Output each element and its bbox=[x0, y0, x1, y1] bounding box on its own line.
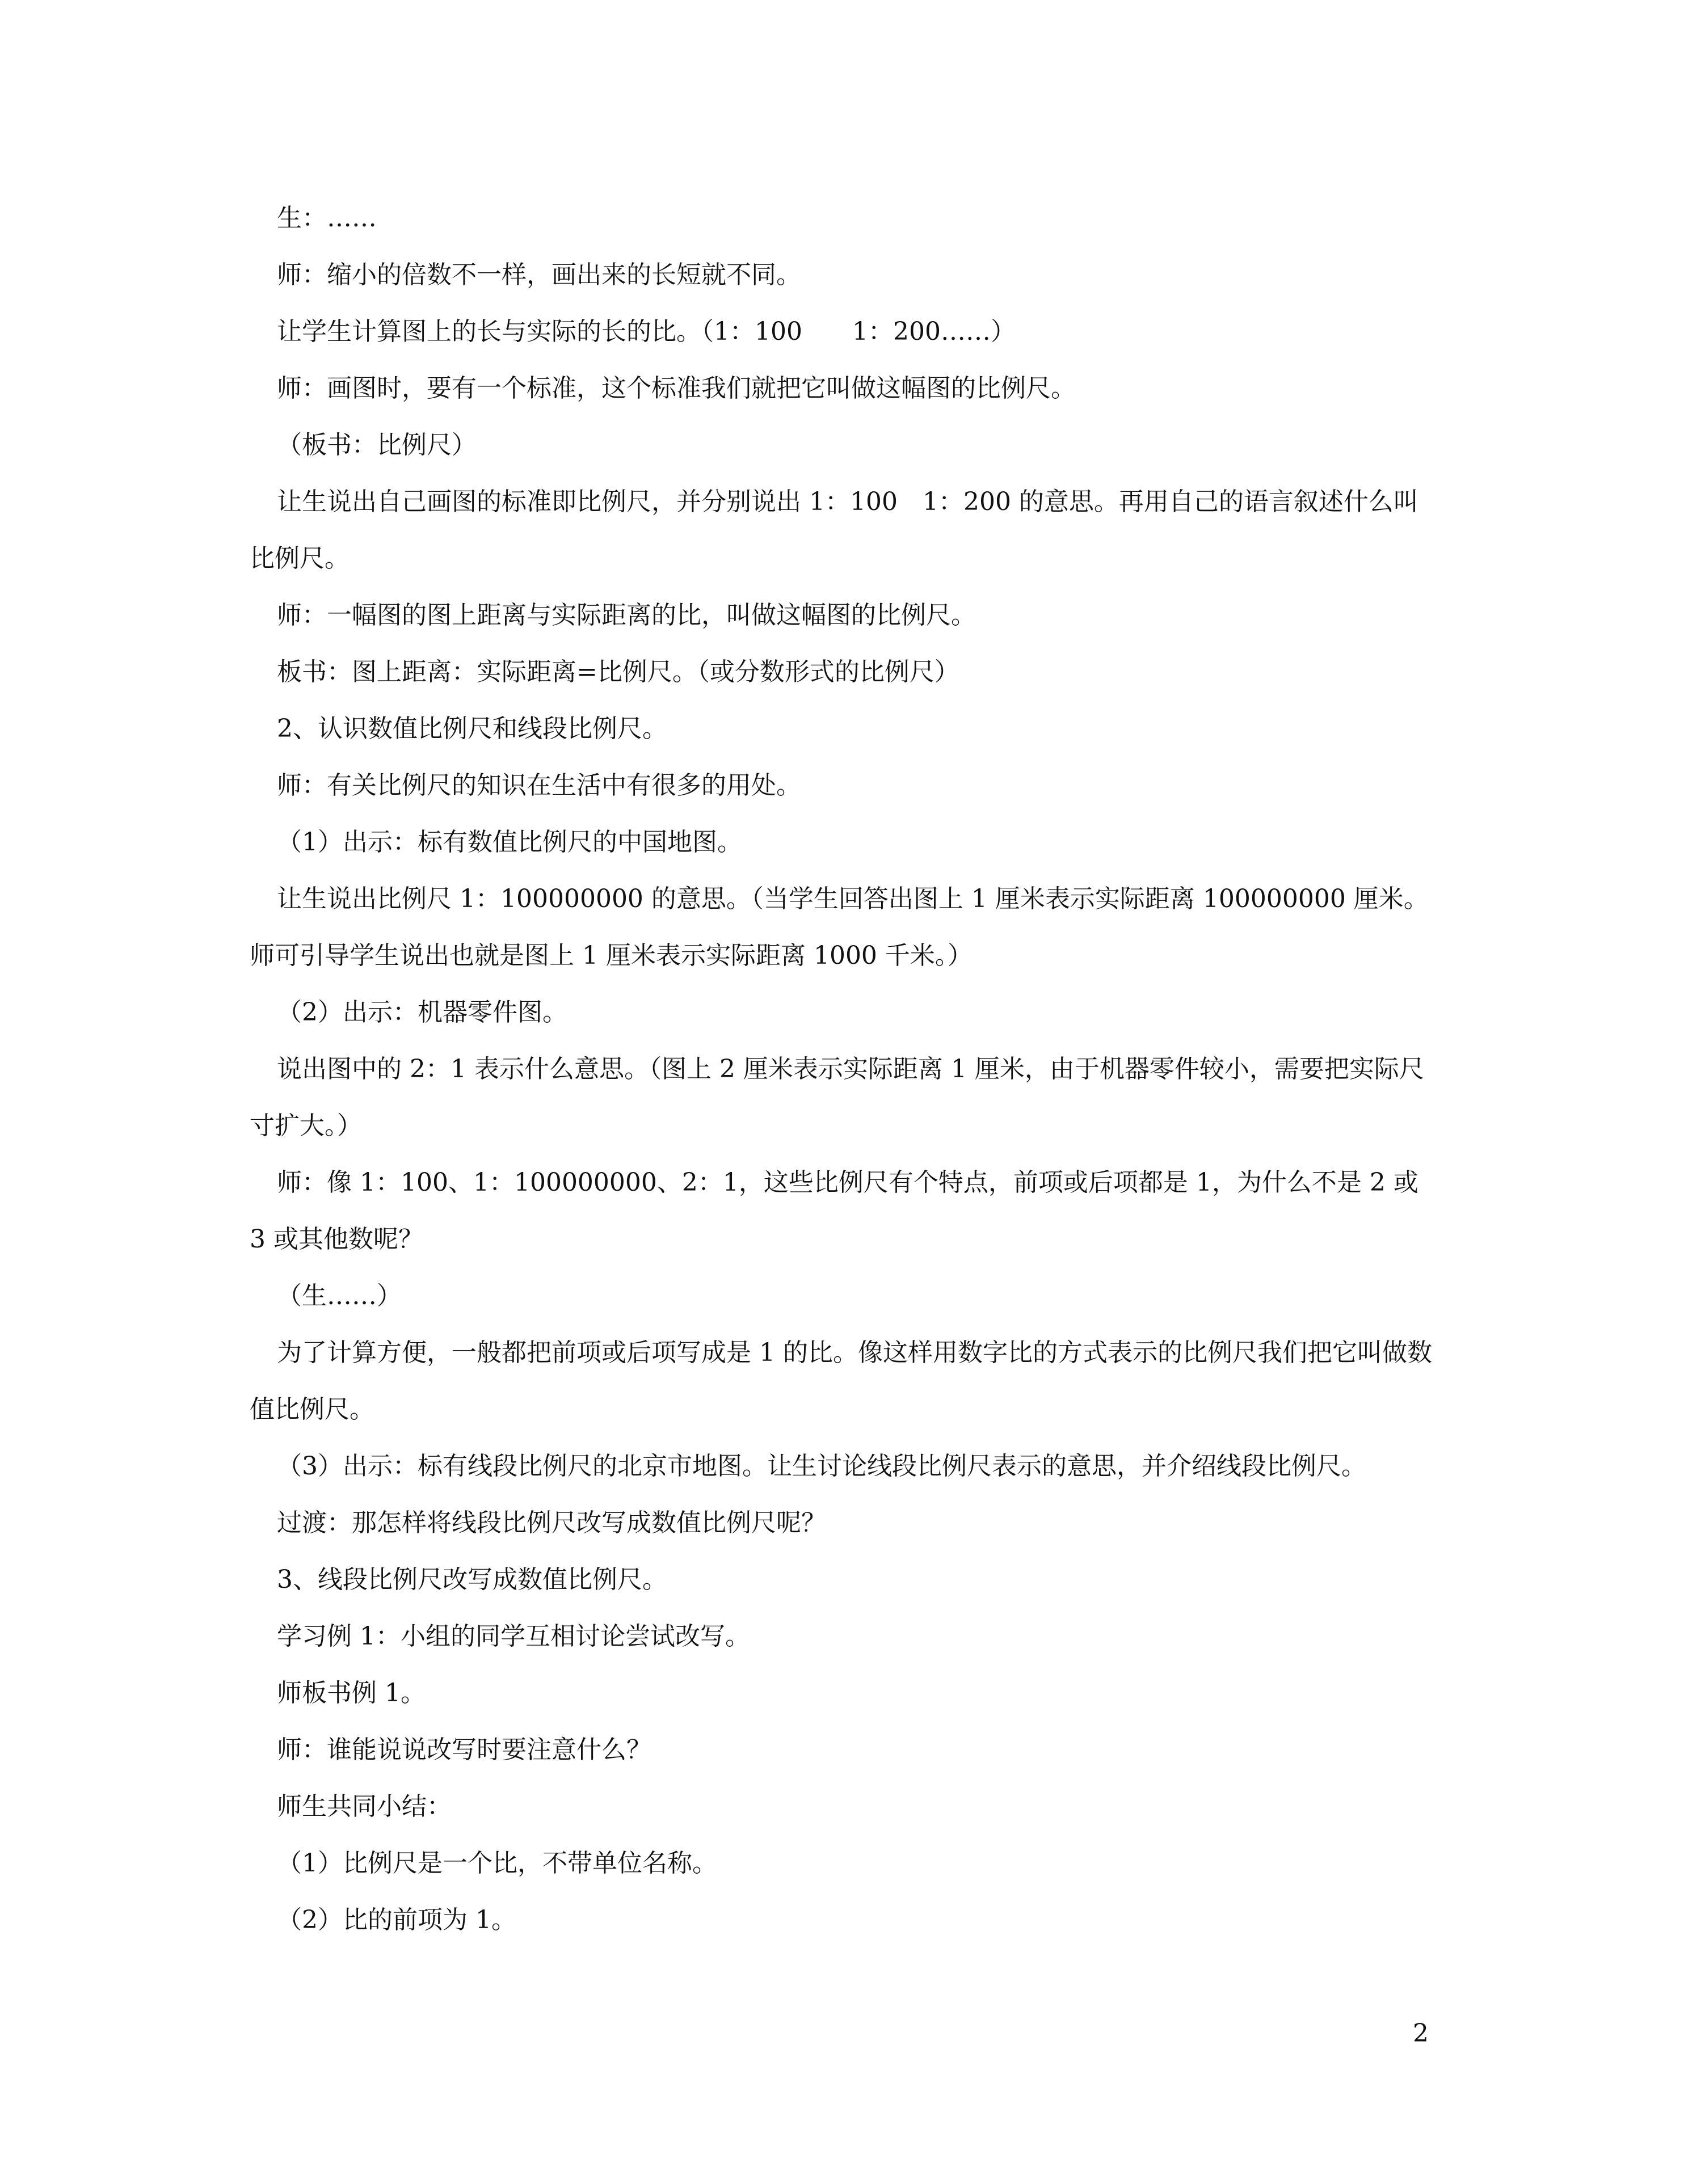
paragraph: 说出图中的 2：1 表示什么意思。（图上 2 厘米表示实际距离 1 厘米，由于机器零件较小，需要把实际尺寸扩大。） bbox=[250, 1055, 1424, 1140]
paragraph: （2）比的前项为 1。 bbox=[277, 1905, 516, 1934]
paragraph: 3、线段比例尺改写成数值比例尺。 bbox=[277, 1565, 667, 1594]
paragraph: 师板书例 1。 bbox=[277, 1679, 426, 1707]
paragraph: 过渡：那怎样将线段比例尺改写成数值比例尺呢？ bbox=[277, 1508, 826, 1537]
paragraph: 让生说出比例尺 1：100000000 的意思。（当学生回答出图上 1 厘米表示实际距离 100000000 厘米。师可引导学生说出也就是图上 1 厘米表示实际距离 1000 千米。） bbox=[250, 884, 1429, 970]
paragraph: （2）出示：机器零件图。 bbox=[277, 998, 567, 1027]
paragraph: 师：像 1：100、1：100000000、2：1，这些比例尺有个特点，前项或后项都是 1，为什么不是 2 或 3 或其他数呢？ bbox=[250, 1168, 1418, 1254]
paragraph: 2、认识数值比例尺和线段比例尺。 bbox=[277, 714, 667, 743]
paragraph: 学习例 1：小组的同学互相讨论尝试改写。 bbox=[277, 1622, 750, 1651]
paragraph: 让生说出自己画图的标准即比例尺，并分别说出 1：100 1：200 的意思。再用自己的语言叙述什么叫比例尺。 bbox=[250, 487, 1418, 573]
paragraph: 师：有关比例尺的知识在生活中有很多的用处。 bbox=[277, 771, 801, 800]
paragraph: （1）出示：标有数值比例尺的中国地图。 bbox=[277, 828, 742, 857]
paragraph: （板书：比例尺） bbox=[277, 431, 477, 459]
paragraph: 师：画图时，要有一个标准，这个标准我们就把它叫做这幅图的比例尺。 bbox=[277, 374, 1076, 403]
paragraph: （3）出示：标有线段比例尺的北京市地图。让生讨论线段比例尺表示的意思，并介绍线段比例尺。 bbox=[277, 1452, 1366, 1481]
document-body bbox=[250, 190, 1441, 1949]
paragraph: 师：谁能说说改写时要注意什么？ bbox=[277, 1735, 651, 1764]
paragraph: 师生共同小结： bbox=[277, 1792, 452, 1821]
paragraph: 师：缩小的倍数不一样，画出来的长短就不同。 bbox=[277, 260, 801, 289]
paragraph: （1）比例尺是一个比，不带单位名称。 bbox=[277, 1849, 717, 1878]
paragraph: （生……） bbox=[277, 1281, 402, 1310]
paragraph: 板书：图上距离：实际距离=比例尺。（或分数形式的比例尺） bbox=[277, 657, 959, 686]
paragraph: 让学生计算图上的长与实际的长的比。（1：100 1：200……） bbox=[277, 317, 1016, 346]
page-number: 2 bbox=[1413, 2019, 1429, 2048]
paragraph: 为了计算方便，一般都把前项或后项写成是 1 的比。像这样用数字比的方式表示的比例尺我们把它叫做数值比例尺。 bbox=[250, 1338, 1432, 1424]
paragraph: 生：…… bbox=[277, 204, 377, 233]
paragraph: 师：一幅图的图上距离与实际距离的比，叫做这幅图的比例尺。 bbox=[277, 601, 976, 630]
